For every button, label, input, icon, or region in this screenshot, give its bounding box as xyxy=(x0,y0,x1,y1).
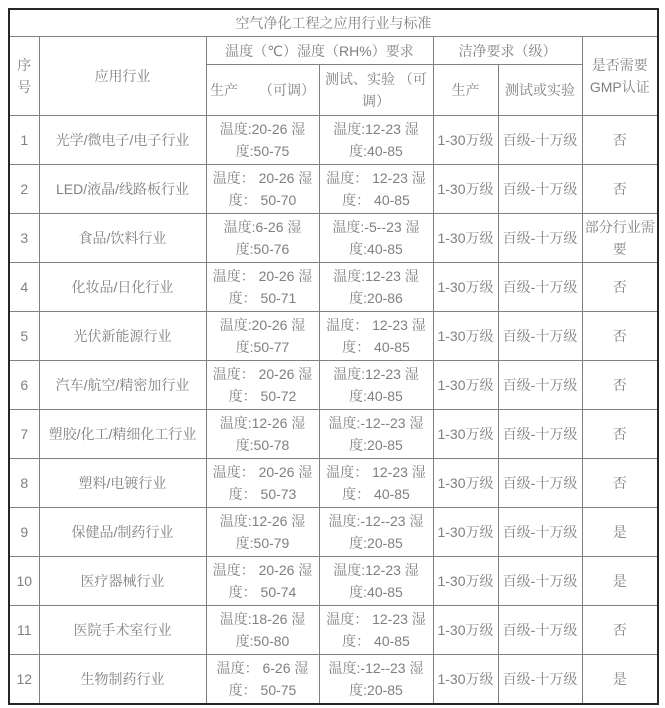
cell-temp-test: 温度:-12--23 湿度:20-85 xyxy=(319,655,433,705)
table-row xyxy=(9,361,658,410)
cell-temp-test: 温度:12-23 湿度:40-85 xyxy=(319,361,433,410)
cell-industry: 生物制药行业 xyxy=(39,655,206,705)
cell-temp-prod: 温度:18-26 湿度:50-80 xyxy=(206,606,319,655)
cell-gmp: 否 xyxy=(582,459,658,508)
cell-no: 11 xyxy=(9,606,39,655)
cell-industry: 医疗器械行业 xyxy=(39,557,206,606)
table-row xyxy=(9,263,658,312)
cell-temp-test: 温度： 12-23 湿度： 40-85 xyxy=(319,459,433,508)
cell-clean-test: 百级-十万级 xyxy=(498,165,582,214)
header-clean-production: 生产 xyxy=(433,65,498,116)
cell-temp-prod: 温度:20-26 湿度:50-77 xyxy=(206,312,319,361)
header-no: 序号 xyxy=(9,37,39,116)
cell-temp-test: 温度:-12--23 湿度:20-85 xyxy=(319,508,433,557)
header-group-temp-humidity: 温度（℃）湿度（RH%）要求 xyxy=(206,37,433,65)
table-row xyxy=(9,312,658,361)
cell-clean-prod: 1-30万级 xyxy=(433,508,498,557)
cell-gmp: 否 xyxy=(582,361,658,410)
cell-industry: LED/液晶/线路板行业 xyxy=(39,165,206,214)
cell-clean-test: 百级-十万级 xyxy=(498,606,582,655)
cell-clean-test: 百级-十万级 xyxy=(498,116,582,165)
table-row xyxy=(9,9,658,37)
cell-gmp: 否 xyxy=(582,312,658,361)
cell-temp-test: 温度:12-23 湿度:20-86 xyxy=(319,263,433,312)
cell-clean-prod: 1-30万级 xyxy=(433,557,498,606)
cell-no: 10 xyxy=(9,557,39,606)
cell-gmp: 是 xyxy=(582,557,658,606)
cell-clean-test: 百级-十万级 xyxy=(498,655,582,705)
cell-gmp: 是 xyxy=(582,655,658,705)
cell-no: 2 xyxy=(9,165,39,214)
table-row xyxy=(9,165,658,214)
cell-no: 5 xyxy=(9,312,39,361)
cell-clean-test: 百级-十万级 xyxy=(498,312,582,361)
header-temp-production: 生产 （可调） xyxy=(206,65,319,116)
cell-temp-prod: 温度： 20-26 湿度： 50-70 xyxy=(206,165,319,214)
cell-temp-prod: 温度： 20-26 湿度： 50-73 xyxy=(206,459,319,508)
table-row xyxy=(9,459,658,508)
cell-industry: 塑胶/化工/精细化工行业 xyxy=(39,410,206,459)
cell-temp-test: 温度:12-23 湿度:40-85 xyxy=(319,116,433,165)
cell-temp-test: 温度:-12--23 湿度:20-85 xyxy=(319,410,433,459)
header-group-cleanliness: 洁净要求（级） xyxy=(433,37,582,65)
cell-temp-prod: 温度： 20-26 湿度： 50-71 xyxy=(206,263,319,312)
header-clean-test: 测试或实验 xyxy=(498,65,582,116)
cell-clean-prod: 1-30万级 xyxy=(433,116,498,165)
cell-clean-prod: 1-30万级 xyxy=(433,263,498,312)
cell-no: 12 xyxy=(9,655,39,705)
table-row xyxy=(9,214,658,263)
table-row xyxy=(9,606,658,655)
cell-clean-prod: 1-30万级 xyxy=(433,361,498,410)
cell-gmp: 部分行业需要 xyxy=(582,214,658,263)
cell-temp-test: 温度:12-23 湿度:40-85 xyxy=(319,557,433,606)
cell-temp-test: 温度： 12-23 湿度： 40-85 xyxy=(319,165,433,214)
cell-gmp: 否 xyxy=(582,165,658,214)
cell-clean-prod: 1-30万级 xyxy=(433,312,498,361)
cell-clean-test: 百级-十万级 xyxy=(498,410,582,459)
header-temp-test: 测试、实验 （可调） xyxy=(319,65,433,116)
cell-temp-test: 温度： 12-23 湿度： 40-85 xyxy=(319,606,433,655)
cell-no: 7 xyxy=(9,410,39,459)
cell-gmp: 否 xyxy=(582,263,658,312)
cell-industry: 塑料/电镀行业 xyxy=(39,459,206,508)
cell-no: 6 xyxy=(9,361,39,410)
cell-industry: 食品/饮料行业 xyxy=(39,214,206,263)
table-row xyxy=(9,508,658,557)
cell-temp-prod: 温度:12-26 湿度:50-78 xyxy=(206,410,319,459)
cell-no: 8 xyxy=(9,459,39,508)
cell-clean-test: 百级-十万级 xyxy=(498,214,582,263)
cell-industry: 汽车/航空/精密加行业 xyxy=(39,361,206,410)
cell-industry: 化妆品/日化行业 xyxy=(39,263,206,312)
cell-temp-prod: 温度:20-26 湿度:50-75 xyxy=(206,116,319,165)
cell-clean-prod: 1-30万级 xyxy=(433,655,498,705)
cell-temp-prod: 温度： 20-26 湿度： 50-72 xyxy=(206,361,319,410)
cell-temp-prod: 温度:6-26 湿度:50-76 xyxy=(206,214,319,263)
cell-gmp: 是 xyxy=(582,508,658,557)
cell-clean-prod: 1-30万级 xyxy=(433,214,498,263)
cell-clean-test: 百级-十万级 xyxy=(498,508,582,557)
cell-clean-prod: 1-30万级 xyxy=(433,165,498,214)
standards-table xyxy=(8,8,659,705)
cell-temp-prod: 温度:12-26 湿度:50-79 xyxy=(206,508,319,557)
cell-clean-test: 百级-十万级 xyxy=(498,459,582,508)
cell-industry: 光伏新能源行业 xyxy=(39,312,206,361)
table-row xyxy=(9,557,658,606)
cell-clean-test: 百级-十万级 xyxy=(498,361,582,410)
cell-temp-prod: 温度： 6-26 湿度： 50-75 xyxy=(206,655,319,705)
cell-clean-test: 百级-十万级 xyxy=(498,263,582,312)
cell-temp-prod: 温度： 20-26 湿度： 50-74 xyxy=(206,557,319,606)
table-row xyxy=(9,410,658,459)
cell-temp-test: 温度： 12-23 湿度： 40-85 xyxy=(319,312,433,361)
cell-no: 4 xyxy=(9,263,39,312)
page-title: 空气净化工程之应用行业与标准 xyxy=(9,9,658,37)
cell-clean-prod: 1-30万级 xyxy=(433,410,498,459)
table-row xyxy=(9,116,658,165)
cell-clean-test: 百级-十万级 xyxy=(498,557,582,606)
table-row xyxy=(9,37,658,65)
cell-gmp: 否 xyxy=(582,606,658,655)
cell-gmp: 否 xyxy=(582,116,658,165)
cell-gmp: 否 xyxy=(582,410,658,459)
cell-clean-prod: 1-30万级 xyxy=(433,606,498,655)
header-gmp: 是否需要GMP认证 xyxy=(582,37,658,116)
cell-industry: 保健品/制药行业 xyxy=(39,508,206,557)
cell-industry: 医院手术室行业 xyxy=(39,606,206,655)
cell-industry: 光学/微电子/电子行业 xyxy=(39,116,206,165)
header-industry: 应用行业 xyxy=(39,37,206,116)
table-row xyxy=(9,655,658,705)
cell-no: 1 xyxy=(9,116,39,165)
cell-no: 9 xyxy=(9,508,39,557)
cell-clean-prod: 1-30万级 xyxy=(433,459,498,508)
cell-no: 3 xyxy=(9,214,39,263)
cell-temp-test: 温度:-5--23 湿度:40-85 xyxy=(319,214,433,263)
